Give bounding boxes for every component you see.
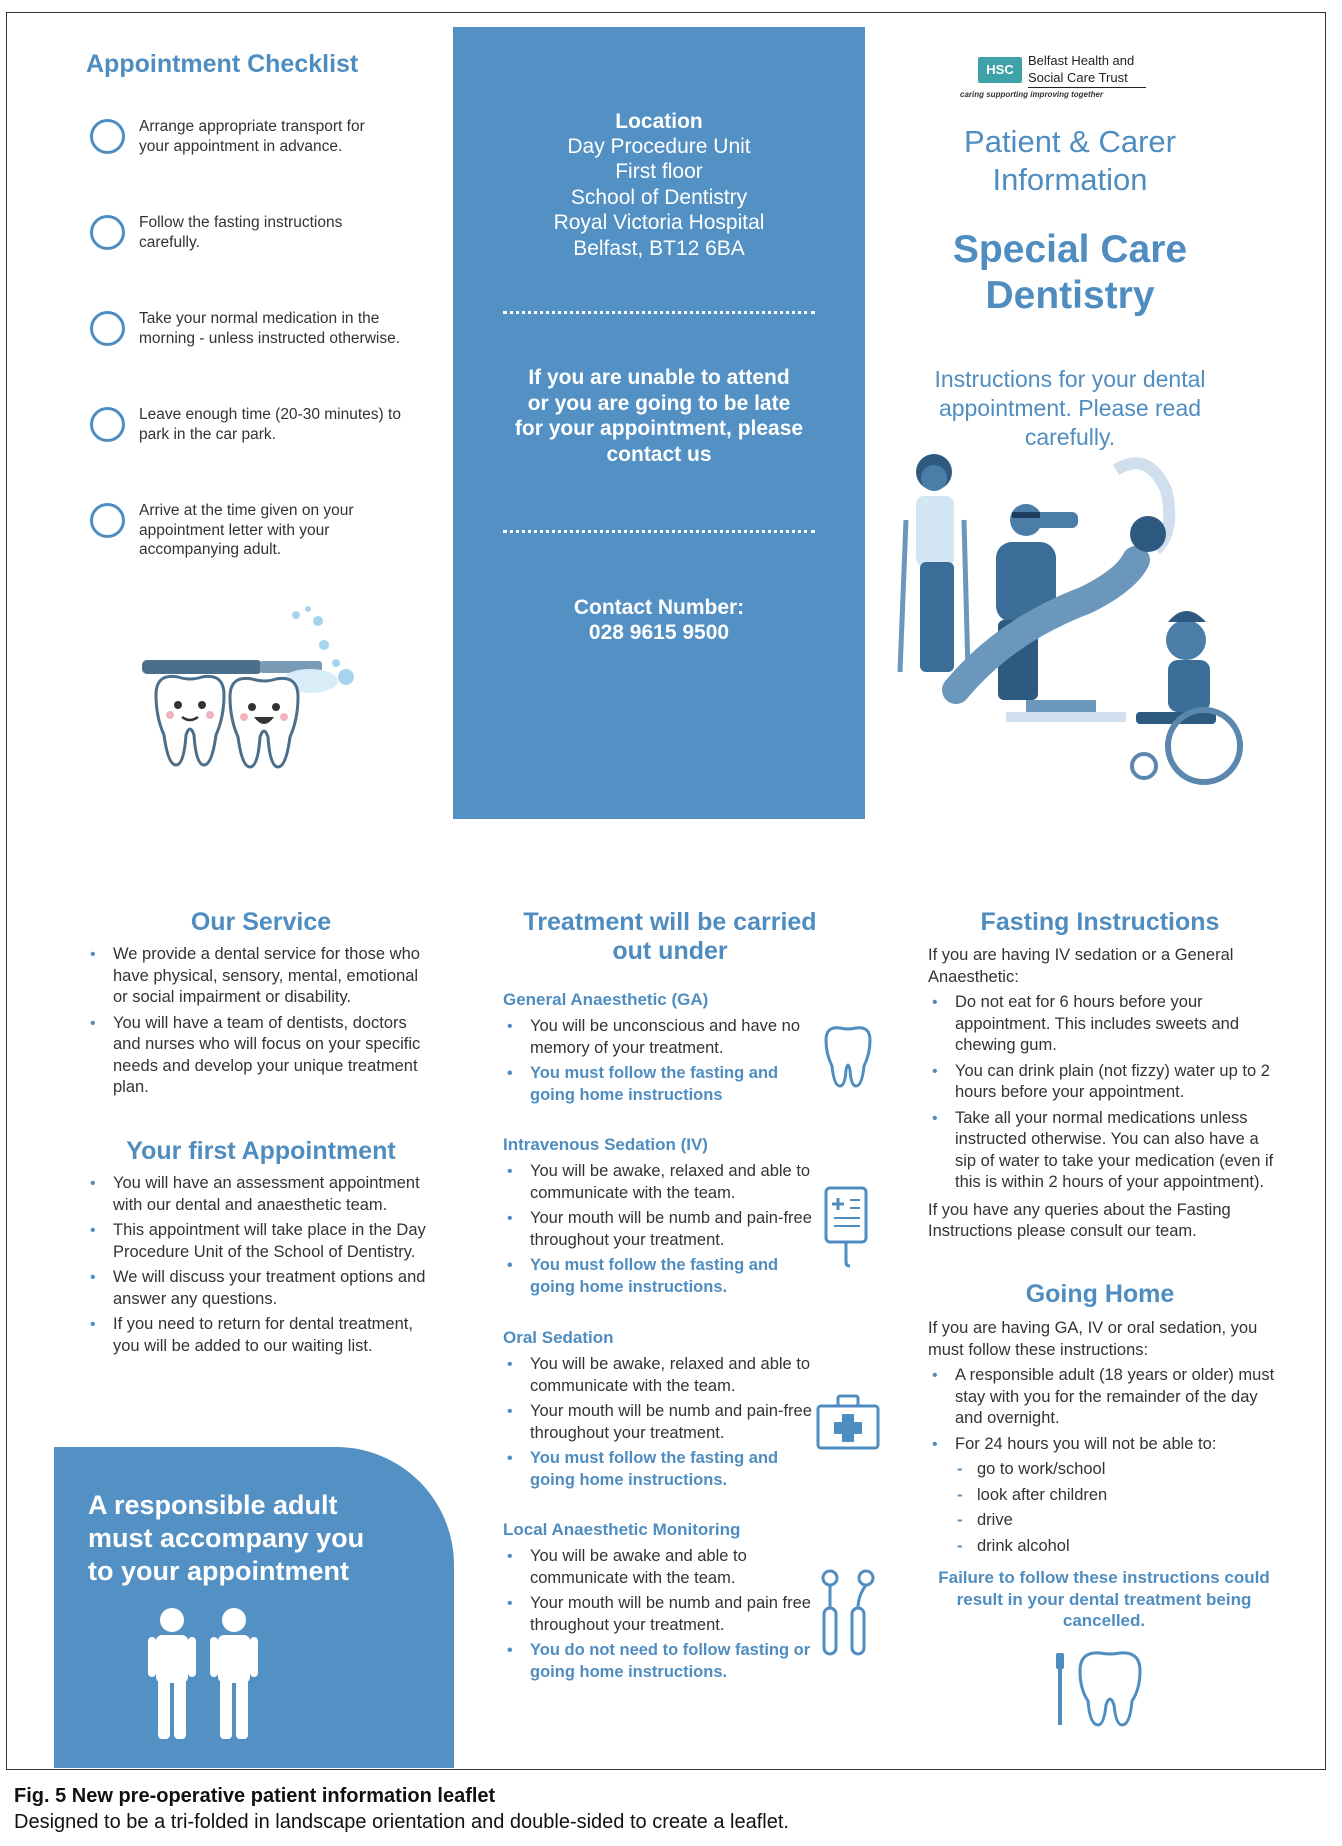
list-item: - look after children <box>955 1485 1280 1507</box>
location-line: Day Procedure Unit <box>567 135 751 158</box>
list-item: • You must follow the fasting and going home instructions. <box>503 1255 813 1298</box>
figure-caption-subtitle: Designed to be a tri-folded in landscape orientation and double-sided to create a leaflet. <box>14 1811 789 1833</box>
list-item: • For 24 hours you will not be able to: <box>928 1434 1280 1456</box>
checkbox-circle-icon <box>90 311 125 346</box>
list-item: • Do not eat for 6 hours before your appointment. This includes sweets and chewing gum. <box>928 992 1278 1057</box>
checkbox-circle-icon <box>90 407 125 442</box>
list-item: • Take all your normal medications unless instructed otherwise. You can also have a sip of water to take your medication (even if this is within 2 hours of your appointment). <box>928 1108 1278 1194</box>
location-line: School of Dentistry <box>570 186 748 209</box>
accompany-banner <box>54 1447 454 1768</box>
list-item: • You will have a team of dentists, doctors and nurses who will focus on your specific needs and develop your unique treatment plan. <box>86 1013 434 1099</box>
fasting-title: Fasting Instructions <box>980 908 1220 936</box>
dental-clinic-illustration <box>886 450 1246 795</box>
list-item: • Your mouth will be numb and pain-free throughout your treatment. <box>503 1208 813 1251</box>
first-aid-kit-icon <box>814 1392 882 1452</box>
treatment-la-title: Local Anaesthetic Monitoring <box>503 1520 741 1539</box>
list-item: • You must follow the fasting and going home instructions. <box>503 1448 813 1491</box>
list-item: - drink alcohol <box>955 1536 1280 1558</box>
location-title: Location <box>615 110 703 133</box>
list-item: - go to work/school <box>955 1459 1280 1481</box>
first-appointment-list <box>86 1173 434 1361</box>
our-service-list <box>86 944 434 1103</box>
checklist-item: Take your normal medication in the morning - unless instructed otherwise. <box>90 309 430 348</box>
checkbox-circle-icon <box>90 119 125 154</box>
tooth-icon <box>818 1022 878 1090</box>
list-item: • You can drink plain (not fizzy) water up to 2 hours before your appointment. <box>928 1061 1278 1104</box>
list-item: • You must follow the fasting and going home instructions <box>503 1063 813 1106</box>
dotted-divider <box>503 311 815 314</box>
treatment-ga <box>503 990 813 1110</box>
cover-title: Special Care <box>952 228 1188 271</box>
trust-name: Belfast Health and <box>1028 53 1135 68</box>
our-service-title: Our Service <box>190 908 332 936</box>
list-item: • We will discuss your treatment options and answer any questions. <box>86 1267 434 1310</box>
two-people-icon <box>144 1607 264 1739</box>
treatment-la <box>503 1520 813 1687</box>
location-line: First floor <box>615 160 703 183</box>
location-line: Royal Victoria Hospital <box>553 211 765 234</box>
figure-caption-title: Fig. 5 New pre-operative patient information leaflet <box>14 1785 496 1807</box>
checkbox-circle-icon <box>90 503 125 538</box>
cover-title: Dentistry <box>985 274 1155 317</box>
list-item: - drive <box>955 1510 1280 1532</box>
list-item: • You will be unconscious and have no memory of your treatment. <box>503 1016 813 1059</box>
first-appointment-title: Your first Appointment <box>126 1137 396 1165</box>
list-item: • You will be awake, relaxed and able to communicate with the team. <box>503 1354 813 1397</box>
list-item: • You will be awake and able to communicate with the team. <box>503 1546 813 1589</box>
logo-rule <box>1028 87 1146 88</box>
dotted-divider <box>503 530 815 533</box>
list-item: • You will be awake, relaxed and able to communicate with the team. <box>503 1161 813 1204</box>
trust-tagline: caring supporting improving together <box>960 90 1104 99</box>
treatment-iv-title: Intravenous Sedation (IV) <box>503 1135 708 1154</box>
trust-name: Social Care Trust <box>1028 70 1128 85</box>
fasting-intro: If you are having IV sedation or a General Anaesthetic: <box>928 946 1234 986</box>
happy-teeth-illustration <box>120 605 370 780</box>
list-item: • You do not need to follow fasting or going home instructions. <box>503 1640 813 1683</box>
treatment-ga-title: General Anaesthetic (GA) <box>503 990 709 1009</box>
checklist-item: Leave enough time (20-30 minutes) to park in the car park. <box>90 405 430 444</box>
list-item: • We provide a dental service for those who have physical, sensory, mental, emotional or social impairment or disability. <box>86 944 434 1009</box>
checklist-title: Appointment Checklist <box>86 50 359 78</box>
list-item: • If you need to return for dental treatment, you will be added to our waiting list. <box>86 1314 434 1357</box>
cover-heading: Patient & Carer <box>964 124 1176 159</box>
accompany-text: A responsible adult must accompany you to your appointment <box>88 1490 365 1586</box>
late-notice: If you are unable to attend or you are going to be late for your appointment, please contact us <box>514 366 804 466</box>
going-home-section <box>928 1318 1280 1632</box>
location-panel <box>453 27 865 819</box>
list-item: • This appointment will take place in the Day Procedure Unit of the School of Dentistry. <box>86 1220 434 1263</box>
cover-heading: Information <box>992 162 1148 197</box>
checklist-item: Arrange appropriate transport for your appointment in advance. <box>90 117 430 156</box>
treatment-title: Treatment will be carried out under <box>523 908 817 965</box>
treatment-oral-title: Oral Sedation <box>503 1328 614 1347</box>
contact-number: 028 9615 9500 <box>588 621 730 644</box>
checkbox-circle-icon <box>90 215 125 250</box>
treatment-oral <box>503 1328 813 1495</box>
going-home-title: Going Home <box>1025 1280 1175 1308</box>
tooth-brush-icon <box>1052 1645 1164 1731</box>
dental-tools-icon <box>818 1568 878 1660</box>
checklist-item: Follow the fasting instructions carefully. <box>90 213 430 252</box>
going-home-intro: If you are having GA, IV or oral sedation, you must follow these instructions: <box>928 1319 1258 1359</box>
list-item: • You will have an assessment appointment with our dental and anaesthetic team. <box>86 1173 434 1216</box>
fasting-queries: If you have any queries about the Fasting Instructions please consult our team. <box>928 1200 1231 1240</box>
iv-drip-icon <box>820 1182 872 1268</box>
list-item: • Your mouth will be numb and pain free throughout your treatment. <box>503 1593 813 1636</box>
list-item: • A responsible adult (18 years or older) must stay with you for the remainder of the day and overnight. <box>928 1365 1280 1430</box>
hsc-logo-icon: HSC <box>978 57 1022 83</box>
list-item: • Your mouth will be numb and pain-free throughout your treatment. <box>503 1401 813 1444</box>
warning-text: Failure to follow these instructions could result in your dental treatment being cancelled. <box>938 1568 1270 1630</box>
location-line: Belfast, BT12 6BA <box>573 237 745 260</box>
contact-label: Contact Number: <box>573 596 745 619</box>
cover-subtitle: Instructions for your dental appointment. Please read carefully. <box>934 366 1206 450</box>
checklist-item: Arrive at the time given on your appointment letter with your accompanying adult. <box>90 501 430 560</box>
treatment-iv <box>503 1135 813 1302</box>
fasting-section <box>928 945 1278 1243</box>
